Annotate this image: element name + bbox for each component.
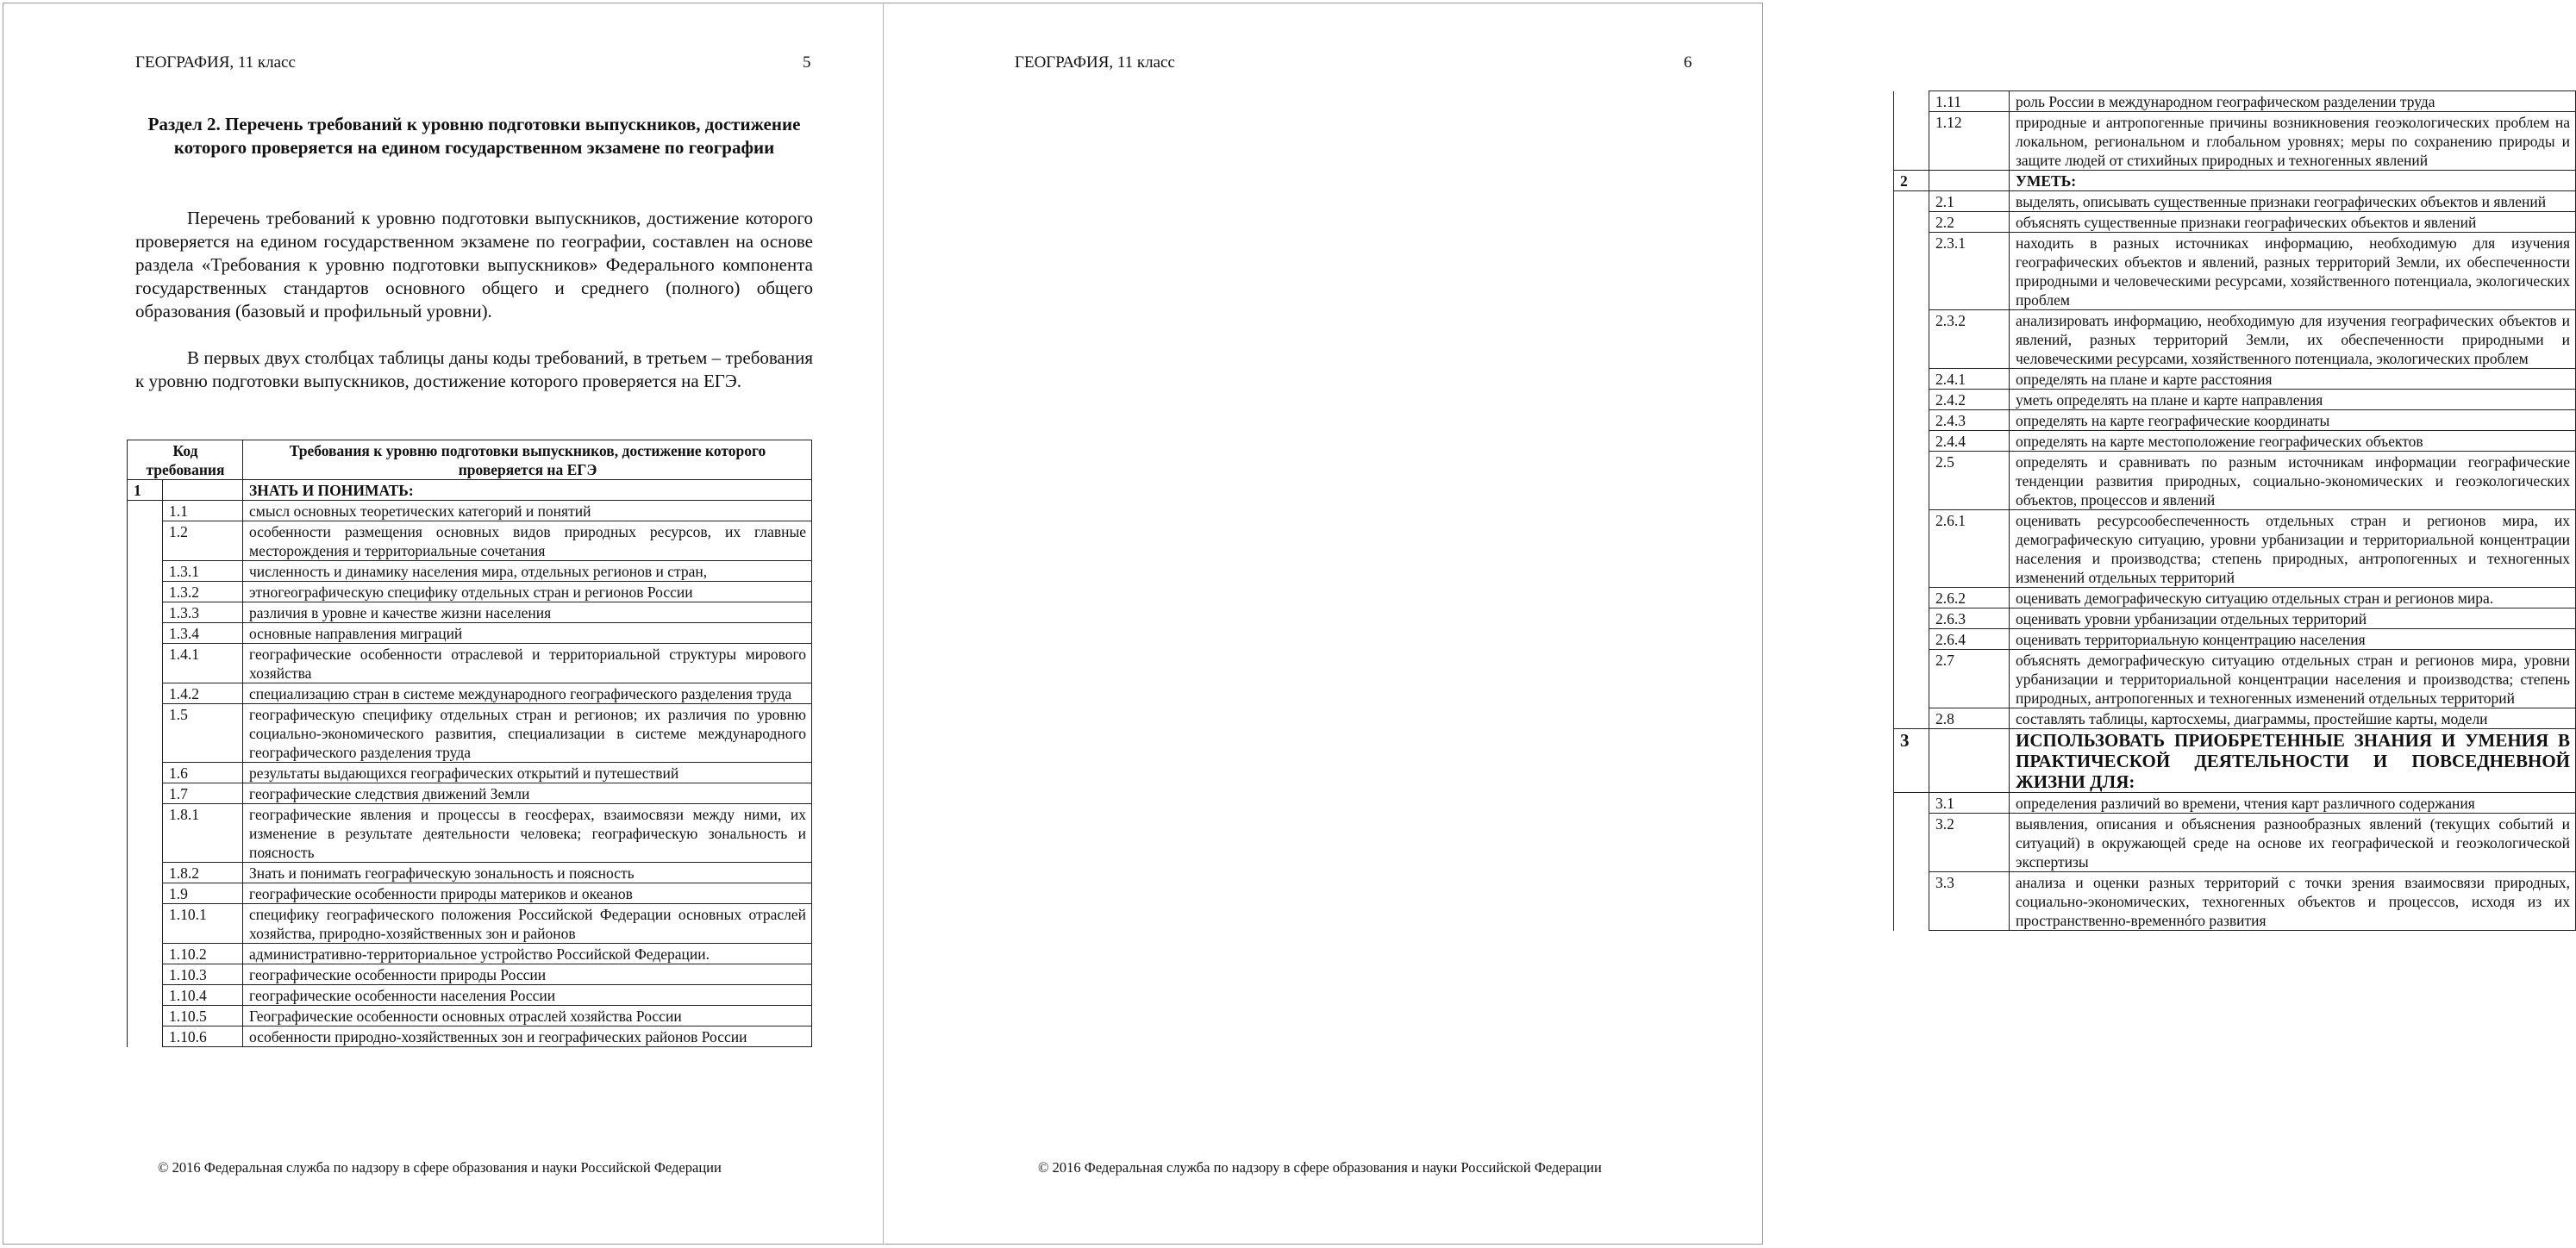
group-code-cell	[128, 623, 163, 644]
requirement-text-cell: определять и сравнивать по разным источникам информации географические тенденции развития природных, социально-экономических и геоэкологических объектов, процессов и явлений	[2010, 452, 2576, 510]
requirement-text-cell: объяснять существенные признаки географических объектов и явлений	[2010, 212, 2576, 233]
table-row	[128, 704, 812, 763]
requirement-text-cell: ИСПОЛЬЗОВАТЬ ПРИОБРЕТЕННЫЕ ЗНАНИЯ И УМЕНИЯ В ПРАКТИЧЕСКОЙ ДЕЯТЕЛЬНОСТИ И ПОВСЕДНЕВНОЙ ЖИЗНИ ДЛЯ:	[2010, 729, 2576, 793]
requirement-code-cell	[163, 480, 243, 501]
group-code-cell	[1894, 91, 1929, 112]
requirement-text-cell: оценивать демографическую ситуацию отдельных стран и регионов мира.	[2010, 588, 2576, 608]
copyright-footer: © 2016 Федеральная служба по надзору в сфере образования и науки Российской Федерации	[1038, 1159, 1602, 1176]
group-code-cell: 1	[128, 480, 163, 501]
table-row	[1894, 212, 2576, 233]
table-header-row	[128, 440, 812, 480]
page-6	[884, 0, 2570, 1248]
requirement-code-cell: 2.6.4	[1929, 629, 2010, 650]
running-head: ГЕОГРАФИЯ, 11 класс	[1015, 53, 1175, 72]
requirement-code-cell: 2.2	[1929, 212, 2010, 233]
requirement-text-cell: этногеографическую специфику отдельных стран и регионов России	[243, 582, 812, 602]
requirement-text-cell: географические явления и процессы в геосферах, взаимосвязи между ними, их изменение в результате деятельности человека; географическую зональность и поясность	[243, 804, 812, 863]
requirement-text-cell: географическую специфику отдельных стран и регионов; их различия по уровню социально-экономического развития, специализации в системе международного географического разделения труда	[243, 704, 812, 763]
table-row	[128, 904, 812, 944]
intro-paragraph: Перечень требований к уровню подготовки выпускников, достижение которого проверяется на едином государственном экзамене по географии, составлен на основе раздела «Требования к уровню подготовки выпускников» Федерального компонента государственных стандартов основного общего и среднего (полного) общего образования (базовый и профильный уровни).	[135, 208, 813, 321]
requirement-code-cell: 2.1	[1929, 191, 2010, 212]
table-row	[128, 883, 812, 904]
table-row	[128, 763, 812, 783]
group-code-cell	[1894, 872, 1929, 931]
requirement-text-cell: определения различий во времени, чтения карт различного содержания	[2010, 793, 2576, 814]
requirement-text-cell: роль России в международном географическом разделении труда	[2010, 91, 2576, 112]
page-number: 5	[803, 53, 811, 72]
requirement-text-cell: Знать и понимать географическую зональность и поясность	[243, 863, 812, 883]
requirement-text-cell: численность и динамику населения мира, отдельных регионов и стран,	[243, 561, 812, 582]
table-row	[1894, 814, 2576, 872]
page-5	[0, 0, 883, 1248]
table-group-row	[1894, 729, 2576, 793]
requirement-code-cell: 1.3.2	[163, 582, 243, 602]
requirement-code-cell: 3.1	[1929, 793, 2010, 814]
table-row	[128, 1026, 812, 1047]
requirement-text-cell: уметь определять на плане и карте направления	[2010, 390, 2576, 410]
requirement-text-cell: определять на карте географические координаты	[2010, 410, 2576, 431]
requirement-text-cell: выявления, описания и объяснения разнообразных явлений (текущих событий и ситуаций) в окружающей среде на основе их географической и геоэкологической экспертизы	[2010, 814, 2576, 872]
table-row	[1894, 588, 2576, 608]
requirement-text-cell: находить в разных источниках информацию, необходимую для изучения географических объектов и явлений, разных территорий Земли, их обеспеченности природными и человеческими ресурсами, хозяйственного потенциала, экологических проблем	[2010, 233, 2576, 310]
table-row	[128, 783, 812, 804]
table-row	[128, 964, 812, 985]
table-row	[128, 944, 812, 964]
requirement-code-cell: 1.2	[163, 521, 243, 561]
requirement-code-cell: 2.4.2	[1929, 390, 2010, 410]
running-head: ГЕОГРАФИЯ, 11 класс	[135, 53, 296, 72]
requirement-code-cell: 1.1	[163, 501, 243, 521]
requirement-code-cell: 1.4.2	[163, 683, 243, 704]
requirement-text-cell: результаты выдающихся географических открытий и путешествий	[243, 763, 812, 783]
table-row	[1894, 369, 2576, 390]
requirement-code-cell: 2.6.1	[1929, 510, 2010, 588]
table-row	[128, 501, 812, 521]
requirement-text-cell: Географические особенности основных отраслей хозяйства России	[243, 1006, 812, 1026]
group-code-cell	[128, 602, 163, 623]
requirement-text-cell: административно-территориальное устройство Российской Федерации.	[243, 944, 812, 964]
requirement-text-cell: анализировать информацию, необходимую для изучения географических объектов и явлений, разных территорий Земли, их обеспеченности природными и человеческими ресурсами, хозяйственного потенциала, экологических проблем	[2010, 310, 2576, 369]
table-row	[1894, 629, 2576, 650]
table-row	[1894, 608, 2576, 629]
table-row	[1894, 793, 2576, 814]
group-code-cell	[1894, 310, 1929, 369]
group-code-cell	[128, 944, 163, 964]
group-code-cell	[128, 964, 163, 985]
section-title: Раздел 2. Перечень требований к уровню подготовки выпускников, достижение которого проверяется на едином государственном экзамене по географии	[147, 114, 801, 158]
group-code-cell	[128, 863, 163, 883]
table-row	[1894, 191, 2576, 212]
requirement-text-cell: составлять таблицы, картосхемы, диаграммы, простейшие карты, модели	[2010, 708, 2576, 729]
requirement-text-cell: особенности природно-хозяйственных зон и географических районов России	[243, 1026, 812, 1047]
table-row	[128, 683, 812, 704]
group-code-cell	[128, 561, 163, 582]
table-row	[1894, 650, 2576, 708]
table-row	[1894, 510, 2576, 588]
group-code-cell	[1894, 814, 1929, 872]
requirement-code-cell	[1929, 171, 2010, 191]
table-row	[1894, 708, 2576, 729]
table-body	[128, 480, 812, 1047]
requirement-text-cell: оценивать территориальную концентрацию населения	[2010, 629, 2576, 650]
requirement-code-cell: 1.8.1	[163, 804, 243, 863]
requirement-code-cell: 1.4.1	[163, 644, 243, 683]
table-row	[1894, 112, 2576, 171]
group-code-cell	[1894, 369, 1929, 390]
requirement-text-cell: основные направления миграций	[243, 623, 812, 644]
table-group-row	[1894, 171, 2576, 191]
group-code-cell	[1894, 452, 1929, 510]
group-code-cell	[1894, 650, 1929, 708]
requirement-text-cell: географические особенности природы России	[243, 964, 812, 985]
group-code-cell	[128, 783, 163, 804]
requirement-code-cell: 1.3.4	[163, 623, 243, 644]
requirement-code-cell	[1929, 729, 2010, 793]
requirement-text-cell: специализацию стран в системе международного географического разделения труда	[243, 683, 812, 704]
group-code-cell	[1894, 629, 1929, 650]
table-row	[1894, 410, 2576, 431]
requirement-code-cell: 1.9	[163, 883, 243, 904]
group-code-cell	[1894, 112, 1929, 171]
requirement-code-cell: 1.3.3	[163, 602, 243, 623]
group-code-cell	[128, 704, 163, 763]
table-row	[128, 863, 812, 883]
requirement-code-cell: 2.4.4	[1929, 431, 2010, 452]
requirement-code-cell: 2.6.3	[1929, 608, 2010, 629]
group-code-cell	[128, 582, 163, 602]
table-row	[1894, 872, 2576, 931]
requirement-code-cell: 1.10.3	[163, 964, 243, 985]
group-code-cell	[128, 1006, 163, 1026]
requirement-code-cell: 1.10.5	[163, 1006, 243, 1026]
requirement-code-cell: 1.10.6	[163, 1026, 243, 1047]
group-code-cell	[128, 644, 163, 683]
table-row	[128, 561, 812, 582]
requirement-code-cell: 1.10.1	[163, 904, 243, 944]
requirement-text-cell: географические следствия движений Земли	[243, 783, 812, 804]
group-code-cell	[128, 804, 163, 863]
table-description-paragraph: В первых двух столбцах таблицы даны коды требований, в третьем – требования к уровню подготовки выпускников, достижение которого проверяется на ЕГЭ.	[135, 347, 813, 391]
group-code-cell	[128, 521, 163, 561]
requirement-text-cell: географические особенности природы материков и океанов	[243, 883, 812, 904]
group-code-cell	[128, 904, 163, 944]
table-row	[1894, 310, 2576, 369]
requirement-text-cell: оценивать уровни урбанизации отдельных территорий	[2010, 608, 2576, 629]
group-code-cell	[128, 683, 163, 704]
group-code-cell	[1894, 510, 1929, 588]
requirement-code-cell: 1.10.4	[163, 985, 243, 1006]
requirement-code-cell: 2.4.3	[1929, 410, 2010, 431]
group-code-cell	[128, 501, 163, 521]
group-code-cell	[1894, 708, 1929, 729]
table-row	[128, 804, 812, 863]
group-code-cell	[1894, 588, 1929, 608]
table-row	[128, 1006, 812, 1026]
table-row	[128, 582, 812, 602]
group-code-cell: 2	[1894, 171, 1929, 191]
group-code-cell	[128, 1026, 163, 1047]
requirement-text-cell: природные и антропогенные причины возникновения геоэкологических проблем на локальном, региональном и глобальном уровнях; меры по сохранению природы и защите людей от стихийных природных и техногенных явлений	[2010, 112, 2576, 171]
requirement-text-cell: определять на плане и карте расстояния	[2010, 369, 2576, 390]
copyright-footer: © 2016 Федеральная служба по надзору в сфере образования и науки Российской Федерации	[158, 1159, 722, 1176]
requirement-text-cell: различия в уровне и качестве жизни населения	[243, 602, 812, 623]
requirement-code-cell: 2.8	[1929, 708, 2010, 729]
requirement-text-cell: географические особенности отраслевой и территориальной структуры мирового хозяйства	[243, 644, 812, 683]
group-code-cell	[1894, 608, 1929, 629]
requirement-text-cell: оценивать ресурсообеспеченность отдельных стран и регионов мира, их демографическую ситуацию, уровни урбанизации и территориальной концентрации населения и производства; степень природных, антропогенных и техногенных изменений отдельных территорий	[2010, 510, 2576, 588]
requirement-text-cell: географические особенности населения России	[243, 985, 812, 1006]
table-row	[128, 623, 812, 644]
table-row	[128, 602, 812, 623]
requirement-code-cell: 3.2	[1929, 814, 2010, 872]
requirements-table-part-2	[1893, 90, 2576, 931]
group-code-cell	[1894, 431, 1929, 452]
requirement-code-cell: 2.3.2	[1929, 310, 2010, 369]
requirement-code-cell: 2.6.2	[1929, 588, 2010, 608]
table-row	[1894, 233, 2576, 310]
requirement-text-cell: особенности размещения основных видов природных ресурсов, их главные месторождения и территориальные сочетания	[243, 521, 812, 561]
group-code-cell	[1894, 212, 1929, 233]
table-row	[1894, 452, 2576, 510]
group-code-cell	[128, 763, 163, 783]
requirement-code-cell: 1.7	[163, 783, 243, 804]
requirement-code-cell: 2.3.1	[1929, 233, 2010, 310]
requirement-code-cell: 2.5	[1929, 452, 2010, 510]
requirement-code-cell: 1.5	[163, 704, 243, 763]
requirement-code-cell: 2.7	[1929, 650, 2010, 708]
requirement-text-cell: ЗНАТЬ И ПОНИМАТЬ:	[243, 480, 812, 501]
group-code-cell	[128, 985, 163, 1006]
requirement-text-cell: объяснять демографическую ситуацию отдельных стран и регионов мира, уровни урбанизации и территориальной концентрации населения и производства; степень природных, антропогенных и техногенных изменений отдельных территорий	[2010, 650, 2576, 708]
group-code-cell	[1894, 793, 1929, 814]
requirement-code-cell: 1.12	[1929, 112, 2010, 171]
page-number: 6	[1684, 53, 1692, 72]
requirement-code-cell: 2.4.1	[1929, 369, 2010, 390]
group-code-cell	[1894, 191, 1929, 212]
code-column-header: Код требования	[128, 440, 243, 480]
group-code-cell: 3	[1894, 729, 1929, 793]
group-code-cell	[1894, 390, 1929, 410]
requirement-text-cell: анализа и оценки разных территорий с точки зрения взаимосвязи природных, социально-экономических, техногенных объектов и процессов, исходя из их пространственно-временнóго развития	[2010, 872, 2576, 931]
table-row	[128, 985, 812, 1006]
table-row	[128, 521, 812, 561]
requirement-code-cell: 3.3	[1929, 872, 2010, 931]
table-group-row	[128, 480, 812, 501]
group-code-cell	[1894, 233, 1929, 310]
requirement-text-cell: смысл основных теоретических категорий и понятий	[243, 501, 812, 521]
table-body	[1894, 91, 2576, 931]
table-row	[1894, 431, 2576, 452]
requirement-text-cell: выделять, описывать существенные признаки географических объектов и явлений	[2010, 191, 2576, 212]
requirements-table-part-1	[127, 440, 812, 1047]
requirement-text-cell: определять на карте местоположение географических объектов	[2010, 431, 2576, 452]
requirement-text-cell: специфику географического положения Российской Федерации основных отраслей хозяйства, природно-хозяйственных зон и районов	[243, 904, 812, 944]
requirement-column-header: Требования к уровню подготовки выпускников, достижение которого проверяется на ЕГЭ	[243, 440, 812, 480]
requirement-code-cell: 1.3.1	[163, 561, 243, 582]
table-row	[1894, 390, 2576, 410]
group-code-cell	[1894, 410, 1929, 431]
table-row	[128, 644, 812, 683]
requirement-code-cell: 1.11	[1929, 91, 2010, 112]
requirement-text-cell: УМЕТЬ:	[2010, 171, 2576, 191]
requirement-code-cell: 1.10.2	[163, 944, 243, 964]
requirement-code-cell: 1.8.2	[163, 863, 243, 883]
group-code-cell	[128, 883, 163, 904]
table-row	[1894, 91, 2576, 112]
requirement-code-cell: 1.6	[163, 763, 243, 783]
